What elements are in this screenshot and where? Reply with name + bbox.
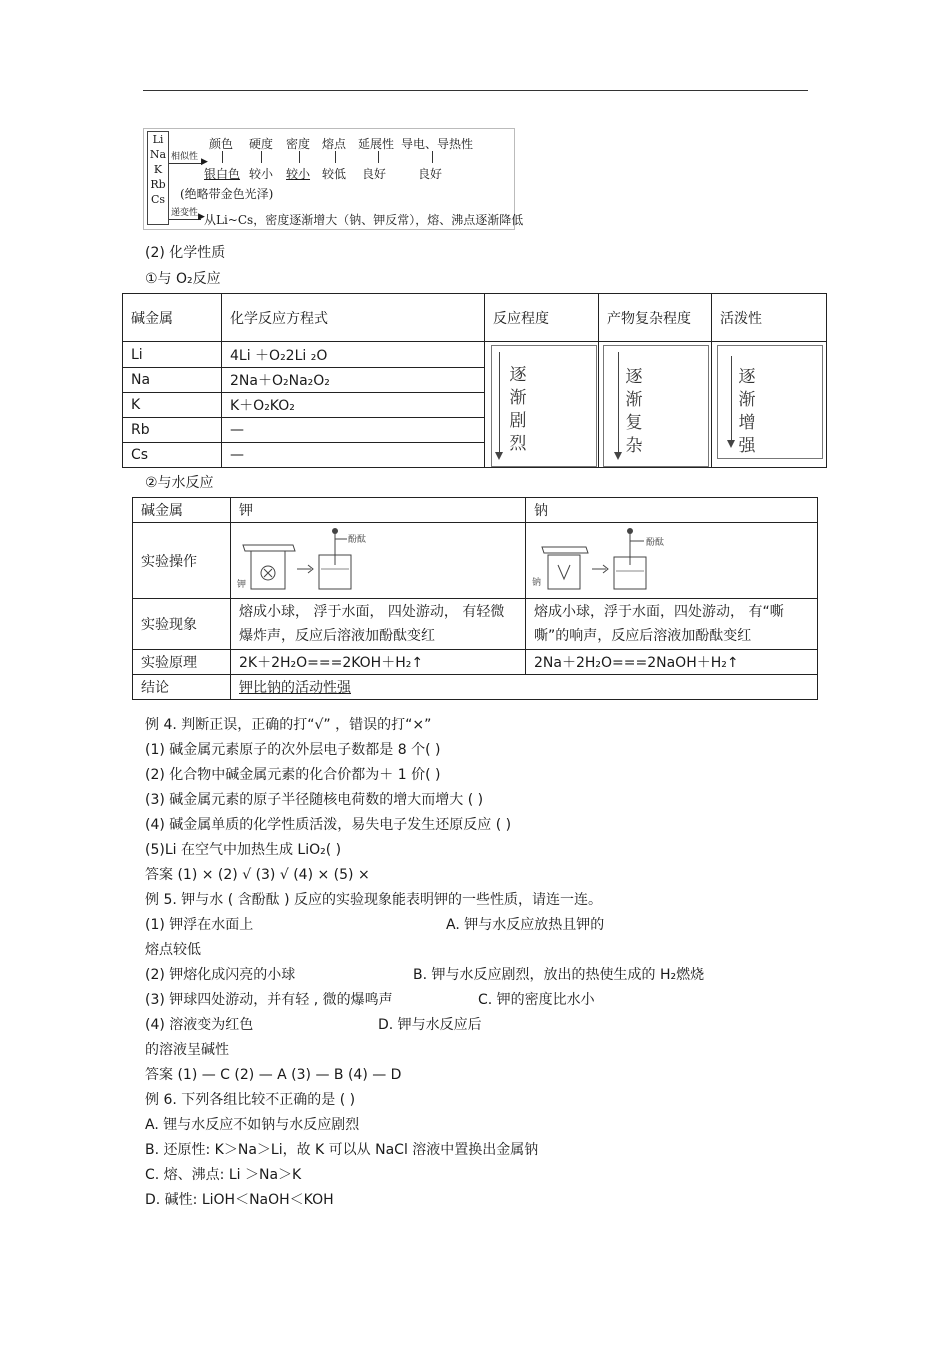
conclusion-text: 钾比钠的活动性强: [239, 680, 351, 696]
row-equation: —: [222, 418, 485, 443]
gold-note: (绝略带金色光泽): [180, 187, 274, 201]
element-na: Na: [149, 148, 167, 161]
example6-option-a: A. 锂与水反应不如钠与水反应剧烈: [145, 1117, 360, 1133]
value-color: 银白色: [204, 167, 241, 181]
o2-reaction-title: ①与 O₂反应: [145, 271, 221, 287]
header-metal: 碱金属: [133, 498, 231, 523]
header-metal: 碱金属: [123, 294, 222, 342]
header-degree: 反应程度: [485, 294, 599, 342]
example5-left-1: (1) 钾浮在水面上: [145, 917, 254, 933]
element-li: Li: [152, 133, 164, 146]
value-ductility: 良好: [362, 167, 387, 181]
prop-density: 密度: [286, 137, 311, 151]
element-rb: Rb: [150, 178, 166, 191]
gradient-label: 递变性: [171, 208, 199, 218]
element-cs: Cs: [150, 193, 166, 206]
prop-ductility: 延展性: [358, 137, 395, 151]
row-metal: K: [123, 393, 222, 418]
row-metal: Na: [123, 368, 222, 393]
header-equation: 化学反应方程式: [222, 294, 485, 342]
value-density: 较小: [286, 167, 311, 181]
label-operation: 实验操作: [133, 523, 231, 599]
example5-answer: 答案 (1) — C (2) — A (3) — B (4) — D: [145, 1067, 402, 1083]
row-metal: Li: [123, 342, 222, 368]
example5-title: 例 5. 钾与水 ( 含酚酞 ) 反应的实验现象能表明钾的一些性质，请连一连。: [145, 892, 602, 908]
example6-title: 例 6. 下列各组比较不正确的是 ( ): [145, 1092, 356, 1108]
gradient-text: 从Li~Cs，密度逐渐增大（钠、钾反常），熔、沸点逐渐降低: [204, 213, 524, 227]
example4-item: (2) 化合物中碱金属元素的化合价都为＋ 1 价( ): [145, 767, 441, 783]
row-equation: 2Na＋O₂Na₂O₂: [222, 368, 485, 393]
value-hardness: 较小: [249, 167, 274, 181]
header-activity: 活泼性: [712, 294, 827, 342]
trend-activity-text: 逐 渐 增 强: [738, 367, 756, 456]
water-reaction-title: ②与水反应: [145, 475, 214, 491]
row-metal: Rb: [123, 418, 222, 443]
label-principle: 实验原理: [133, 650, 231, 675]
header-rule: [143, 90, 808, 91]
phenomenon-sodium: 熔成小球，浮于水面，四处游动， 有“嘶嘶”的响声，反应后溶液加酚酞变红: [526, 599, 818, 650]
element-list: [147, 131, 169, 225]
trend-degree-text: 逐 渐 剧 烈: [509, 365, 527, 454]
physical-properties-figure: Li Na K Rb Cs 相似性 ▶ 递变性 ▶ 颜色 硬度 密度 熔点 延展性 导电、导热性 银白色 较小 较小 较低 良好 良好 (绝略带金色光泽) 从Li~Cs，密度逐渐增大（钠、钾反常），熔、沸点逐渐降低: [143, 128, 515, 230]
phenomenon-potassium: 熔成小球， 浮于水面， 四处游动， 有轻微爆炸声，反应后溶液加酚酞变红: [231, 599, 526, 650]
header-complexity: 产物复杂程度: [599, 294, 712, 342]
trend-complexity-text: 逐 渐 复 杂: [625, 367, 643, 456]
water-reaction-table: [132, 497, 818, 700]
example6-option-b: B. 还原性: K＞Na＞Li，故 K 可以从 NaCl 溶液中置换出金属钠: [145, 1142, 539, 1158]
example5-right-a: A. 钾与水反应放热且钾的: [446, 917, 605, 933]
section2-title: (2) 化学性质: [145, 245, 226, 261]
example5-left-1b: 熔点较低: [145, 942, 201, 958]
value-melting: 较低: [322, 167, 347, 181]
sodium-apparatus: [526, 523, 818, 599]
prop-conductivity: 导电、导热性: [401, 137, 474, 151]
header-potassium: 钾: [231, 498, 526, 523]
similarity-label: 相似性: [171, 152, 199, 162]
example4-item: (1) 碱金属元素原子的次外层电子数都是 8 个( ): [145, 742, 441, 758]
prop-hardness: 硬度: [249, 137, 274, 151]
example5-left-4b: 的溶液呈碱性: [145, 1042, 229, 1058]
example6-option-d: D. 碱性: LiOH＜NaOH＜KOH: [145, 1192, 334, 1208]
trend-box-degree: [491, 345, 597, 467]
example6-option-c: C. 熔、沸点: Li ＞Na＞K: [145, 1167, 302, 1183]
example5-right-c: C. 钾的密度比水小: [478, 992, 595, 1008]
potassium-apparatus: [231, 523, 526, 599]
phenol-label: 酚酞: [348, 534, 367, 545]
example4-title: 例 4. 判断正误，正确的打“√” ，错误的打“×”: [145, 717, 432, 733]
example4-item: (5)Li 在空气中加热生成 LiO₂( ): [145, 842, 342, 858]
example4-answer: 答案 (1) × (2) √ (3) √ (4) × (5) ×: [145, 867, 370, 883]
row-equation: K＋O₂KO₂: [222, 393, 485, 418]
principle-potassium: 2K＋2H₂O===2KOH＋H₂↑: [231, 650, 526, 675]
example4-item: (3) 碱金属元素的原子半径随核电荷数的增大而增大 ( ): [145, 792, 484, 808]
row-equation: 4Li ＋O₂2Li ₂O: [222, 342, 485, 368]
label-phenomenon: 实验现象: [133, 599, 231, 650]
prop-color: 颜色: [209, 137, 234, 151]
example5-right-d: D. 钾与水反应后: [378, 1017, 482, 1033]
element-k: K: [153, 163, 163, 176]
example4-item: (4) 碱金属单质的化学性质活泼，易失电子发生还原反应 ( ): [145, 817, 512, 833]
sodium-label: 钠: [532, 577, 542, 588]
example5-right-b: B. 钾与水反应剧烈，放出的热使生成的 H₂燃烧: [413, 967, 705, 983]
phenol-label: 酚酞: [646, 537, 665, 548]
example5-left-3: (3) 钾球四处游动，并有轻 , 微的爆鸣声: [145, 992, 393, 1008]
value-conductivity: 良好: [418, 167, 443, 181]
potassium-label: 钾: [237, 579, 247, 590]
principle-sodium: 2Na＋2H₂O===2NaOH＋H₂↑: [526, 650, 818, 675]
example5-left-2: (2) 钾熔化成闪亮的小球: [145, 967, 296, 983]
example5-left-4: (4) 溶液变为红色: [145, 1017, 254, 1033]
row-equation: —: [222, 443, 485, 468]
header-sodium: 钠: [526, 498, 818, 523]
prop-melting: 熔点: [322, 137, 347, 151]
row-metal: Cs: [123, 443, 222, 468]
label-conclusion: 结论: [133, 675, 231, 700]
